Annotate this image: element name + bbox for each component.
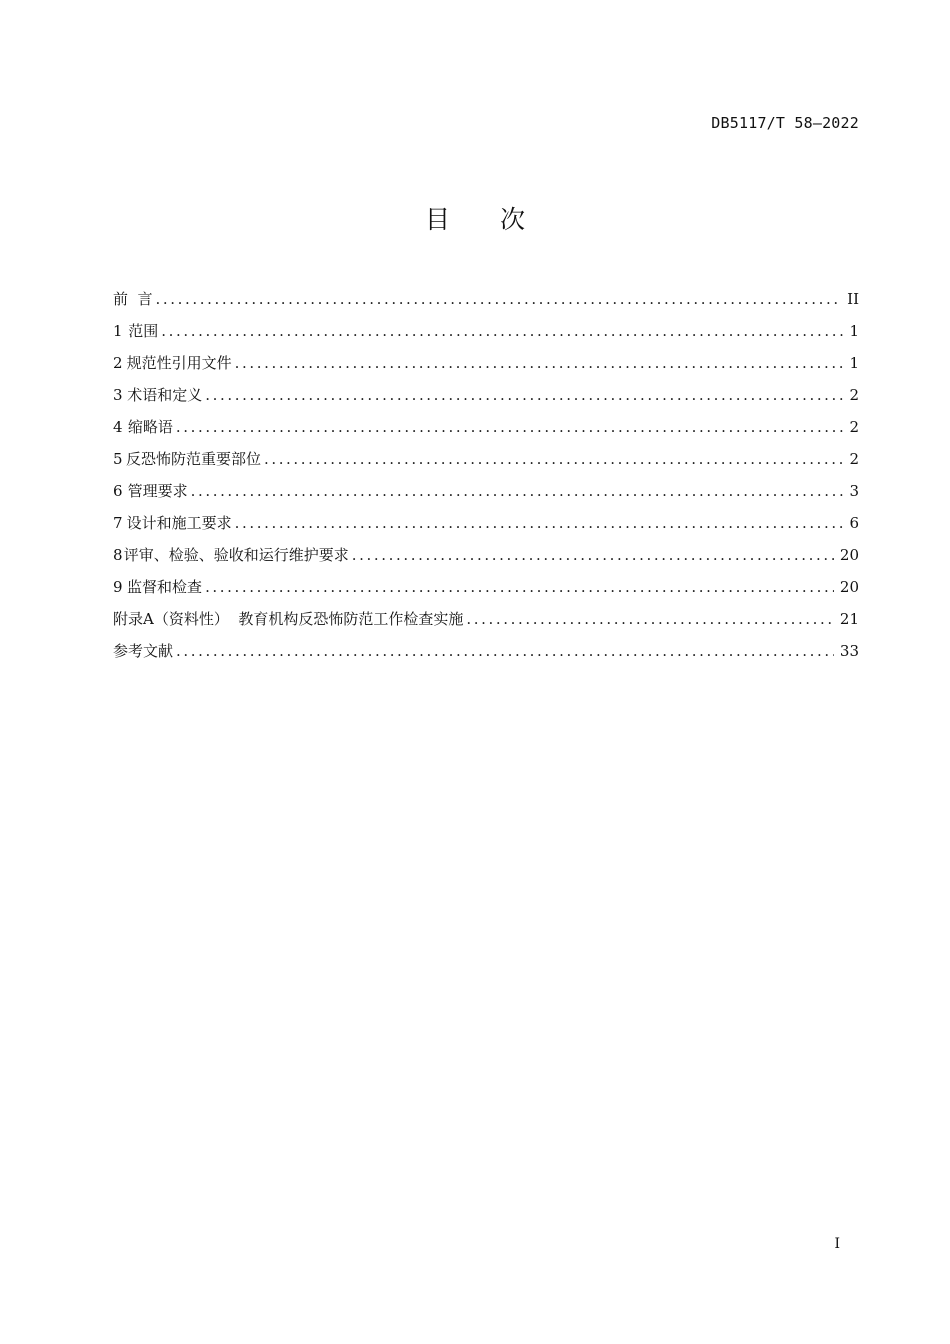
dot-leader [235, 347, 844, 379]
toc-entry-label: 管理要求 [127, 482, 188, 500]
toc-entry-label: 评审、检验、验收和运行维护要求 [123, 546, 349, 564]
toc-entry-label: 监督和检查 [127, 578, 203, 596]
toc-entry-terms[interactable] [113, 379, 859, 411]
toc-entry-label: 附录A（资料性） 教育机构反恐怖防范工作检查实施 [113, 610, 464, 628]
toc-entry-label: 范围 [128, 322, 159, 340]
toc-entry-scope[interactable] [113, 315, 859, 347]
toc-entry-page: 20 [839, 546, 859, 564]
toc-entry-label: 缩略语 [127, 418, 173, 436]
toc-entry-number: 8 [113, 546, 123, 564]
page-number: I [834, 1236, 840, 1252]
dot-leader [191, 475, 844, 507]
dot-leader [156, 283, 842, 315]
toc-entry-label: 前 言 [113, 290, 153, 308]
toc-entry-abbreviations[interactable] [113, 411, 859, 443]
toc-title [0, 200, 950, 236]
toc-title-char-1: 目 [424, 205, 450, 234]
toc-entry-number: 4 [113, 418, 123, 436]
dot-leader [466, 603, 834, 635]
dot-leader [176, 635, 834, 667]
table-of-contents [113, 283, 859, 667]
toc-entry-number: 3 [113, 386, 123, 404]
toc-title-char-2: 次 [500, 205, 526, 234]
toc-entry-foreword[interactable] [113, 283, 859, 315]
toc-entry-key-areas[interactable] [113, 443, 859, 475]
toc-entry-label: 参考文献 [113, 642, 174, 660]
toc-entry-page: 2 [849, 386, 859, 404]
toc-entry-supervision[interactable] [113, 571, 859, 603]
dot-leader [205, 379, 843, 411]
toc-entry-normative-references[interactable] [113, 347, 859, 379]
toc-entry-label: 规范性引用文件 [126, 354, 232, 372]
toc-entry-label: 反恐怖防范重要部位 [125, 450, 261, 468]
dot-leader [264, 443, 844, 475]
dot-leader [161, 315, 843, 347]
toc-entry-bibliography[interactable] [113, 635, 859, 667]
toc-entry-page: 3 [849, 482, 859, 500]
toc-entry-page: 1 [849, 322, 859, 340]
toc-entry-label: 术语和定义 [127, 386, 203, 404]
toc-entry-review-inspection[interactable] [113, 539, 859, 571]
toc-entry-number: 7 [113, 514, 123, 532]
toc-entry-page: 1 [849, 354, 859, 372]
toc-entry-page: 20 [839, 578, 859, 596]
toc-entry-management[interactable] [113, 475, 859, 507]
toc-entry-number: 9 [113, 578, 123, 596]
toc-entry-page: 21 [839, 610, 859, 628]
toc-entry-number: 6 [113, 482, 123, 500]
toc-entry-page: II [847, 290, 859, 308]
toc-entry-appendix-a[interactable] [113, 603, 859, 635]
dot-leader [352, 539, 834, 571]
toc-entry-number: 2 [113, 354, 123, 372]
dot-leader [176, 411, 844, 443]
document-code: DB5117/T 58—2022 [711, 114, 859, 132]
toc-entry-design-construction[interactable] [113, 507, 859, 539]
toc-entry-page: 2 [849, 450, 859, 468]
toc-entry-number: 1 [113, 322, 123, 340]
toc-entry-page: 33 [839, 642, 859, 660]
toc-entry-page: 6 [849, 514, 859, 532]
toc-entry-label: 设计和施工要求 [126, 514, 232, 532]
toc-entry-number: 5 [113, 450, 123, 468]
toc-entry-page: 2 [849, 418, 859, 436]
dot-leader [235, 507, 844, 539]
dot-leader [205, 571, 834, 603]
